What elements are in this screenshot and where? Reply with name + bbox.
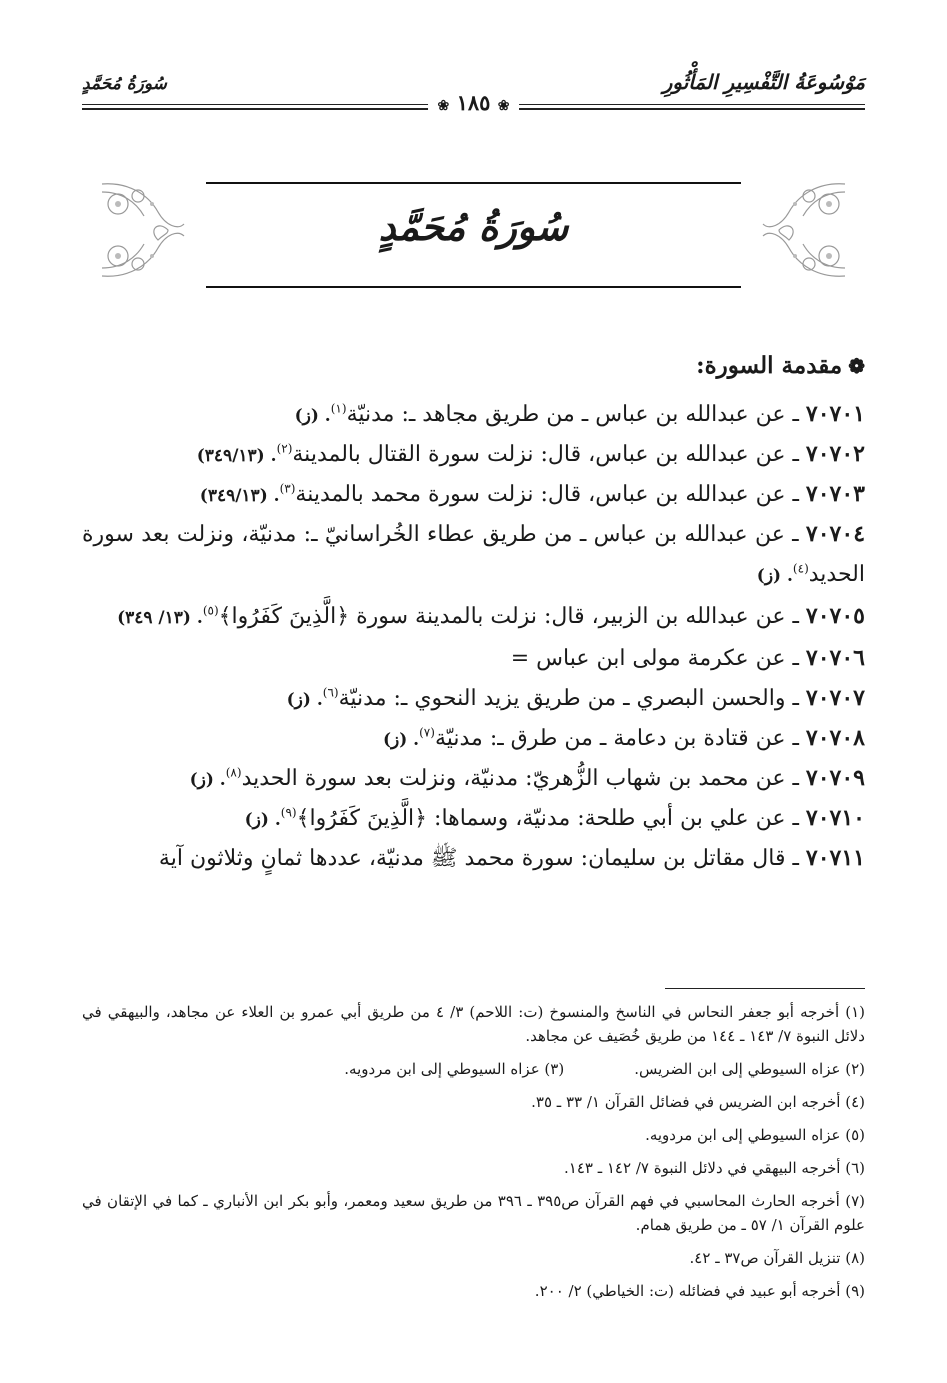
narration-number: ٧٠٧٠٧ [805, 685, 865, 711]
surah-title: سُورَةُ مُحَمَّدٍ [378, 204, 569, 249]
narration-text: ـ عن عبدالله بن الزبير، قال: نزلت بالمدينة سورة ﴿الَّذِينَ كَفَرُوا﴾ [218, 604, 799, 629]
ornament-icon: ❀ [437, 98, 450, 114]
narration-number: ٧٠٧٠٢ [805, 441, 865, 467]
footnote: (٦) أخرجه البيهقي في دلائل النبوة ٧/ ١٤٢ ـ ١٤٣. [563, 1159, 865, 1177]
narration-number: ٧٠٧٠٣ [805, 481, 865, 507]
narration-source: . (ز) [189, 770, 226, 790]
narration-item [82, 638, 865, 678]
narration-source: . (٣٤٩/١٣) [196, 446, 277, 466]
footnote: (٢) عزاه السيوطي إلى ابن الضريس. [634, 1060, 865, 1078]
footnote-ref[interactable]: (٩) [280, 805, 297, 820]
narration-text: ـ قال مقاتل بن سليمان: سورة محمد ﷺ مدنيّة، عددها ثمانٍ وثلاثون آية [158, 846, 799, 871]
footnote: (٧) أخرجه الحارث المحاسبي في فهم القرآن ص٣٩٥ ـ ٣٩٦ من طريق سعيد ومعمر، وأبو بكر ابن الأنباري ـ كما في الإتقان في علوم القرآن ١/ ٥٧ ـ من طريق همام. [82, 1192, 865, 1234]
narration-text: ـ عن علي بن أبي طلحة: مدنيّة، وسماها: ﴿الَّذِينَ كَفَرُوا﴾ [296, 806, 799, 831]
footnote: (٣) عزاه السيوطي إلى ابن مردويه. [344, 1060, 565, 1078]
footnote-ref[interactable]: (٧) [419, 725, 435, 740]
footnote: (٩) أخرجه أبو عبيد في فضائله (ت: الخياطي) ٢/ ٢٠٠. [534, 1282, 865, 1300]
title-rule-top [206, 182, 741, 184]
narration-text: ـ عن عبدالله بن عباس ـ من طريق مجاهد ـ: مدنيّة [346, 402, 799, 427]
footnote-ref[interactable]: (١) [330, 401, 347, 416]
footnote-ref[interactable]: (٢) [276, 441, 293, 456]
footnote-ref[interactable]: (٦) [322, 685, 339, 700]
ornament-icon: ❀ [497, 98, 510, 114]
surah-title-frame [96, 168, 851, 296]
narration-item [82, 798, 865, 838]
narration-text: ـ والحسن البصري ـ من طريق يزيد النحوي ـ: مدنيّة [338, 686, 799, 711]
footnotes [82, 1000, 865, 1312]
narration-number: ٧٠٧١٠ [805, 805, 865, 831]
narration-item [82, 718, 865, 758]
narration-source: . (ز) [286, 690, 323, 710]
narration-text: ـ عن عبدالله بن عباس ـ من طريق عطاء الخُراسانيّ ـ: مدنيّة، ونزلت بعد سورة الحديد [82, 522, 865, 587]
narration-number: ٧٠٧٠١ [805, 401, 865, 427]
narration-item [82, 474, 865, 514]
footnote: (٥) عزاه السيوطي إلى ابن مردويه. [645, 1126, 865, 1144]
narration-text: ـ عن قتادة بن دعامة ـ من طرق ـ: مدنيّة [434, 726, 799, 751]
narration-source: . (ز) [756, 566, 793, 586]
narration-source: . (ز) [382, 730, 420, 750]
footnote: (١) أخرجه أبو جعفر النحاس في الناسخ والمنسوخ (ت: اللاحم) ٣/ ٤ من طريق أبي عمرو بن العلاء عن مجاهد، والبيهقي في دلائل النبوة ٧/ ١٤٣ ـ ١٤٤ من طريق خُصَيف عن مجاهد. [82, 1003, 865, 1045]
narration-number: ٧٠٧٠٦ [805, 645, 865, 671]
narration-number: ٧٠٧١١ [805, 845, 865, 871]
footnote-pair [82, 1057, 865, 1081]
footnote-ref[interactable]: (٤) [792, 561, 809, 576]
footnote-rule [665, 988, 865, 989]
narrations [82, 394, 865, 878]
narration-item [82, 434, 865, 474]
narration-item [82, 758, 865, 798]
narration-text: ـ عن محمد بن شهاب الزُّهريّ: مدنيّة، ونزلت بعد سورة الحديد [241, 766, 799, 791]
title-rule-bottom [206, 286, 741, 288]
surah-running-title: سُورَةُ مُحَمَّدٍ [82, 74, 167, 94]
section-heading-text: مقدمة السورة: [696, 352, 843, 379]
narration-text: ـ عن عبدالله بن عباس، قال: نزلت سورة القتال بالمدينة [292, 442, 799, 467]
narration-item [82, 678, 865, 718]
footnote-ref[interactable]: (٣) [279, 481, 296, 496]
narration-source: . (ز) [294, 406, 331, 426]
narration-source: . (٣٤٩/١٣) [199, 486, 280, 506]
flower-ornament-icon: ❁ [848, 354, 865, 378]
narration-number: ٧٠٧٠٥ [805, 603, 865, 629]
running-header [82, 68, 865, 118]
narration-number: ٧٠٧٠٨ [805, 725, 865, 751]
narration-number: ٧٠٧٠٤ [805, 521, 865, 547]
page-number-box [428, 90, 520, 115]
section-heading [696, 352, 865, 379]
footnote-ref[interactable]: (٨) [225, 765, 242, 780]
narration-number: ٧٠٧٠٩ [805, 765, 865, 791]
narration-source: . (ز) [244, 810, 281, 830]
narration-item [82, 514, 865, 596]
page-number: ١٨٥ [456, 90, 491, 115]
footnote: (٤) أخرجه ابن الضريس في فضائل القرآن ١/ ٣٣ ـ ٣٥. [531, 1093, 865, 1111]
narration-source: . (١٣/ ٣٤٩) [117, 608, 203, 628]
footnote: (٨) تنزيل القرآن ص٣٧ ـ ٤٢. [689, 1249, 865, 1267]
footnote-ref[interactable]: (٥) [202, 603, 219, 618]
narration-item [82, 838, 865, 878]
narration-item [82, 394, 865, 434]
narration-text: ـ عن عبدالله بن عباس، قال: نزلت سورة محمد بالمدينة [295, 482, 799, 507]
narration-text: ـ عن عكرمة مولى ابن عباس = [510, 646, 799, 671]
narration-item [82, 596, 865, 638]
book-title: مَوْسُوعَةُ التَّفْسِيرِ المَأْثُورِ [662, 70, 865, 94]
